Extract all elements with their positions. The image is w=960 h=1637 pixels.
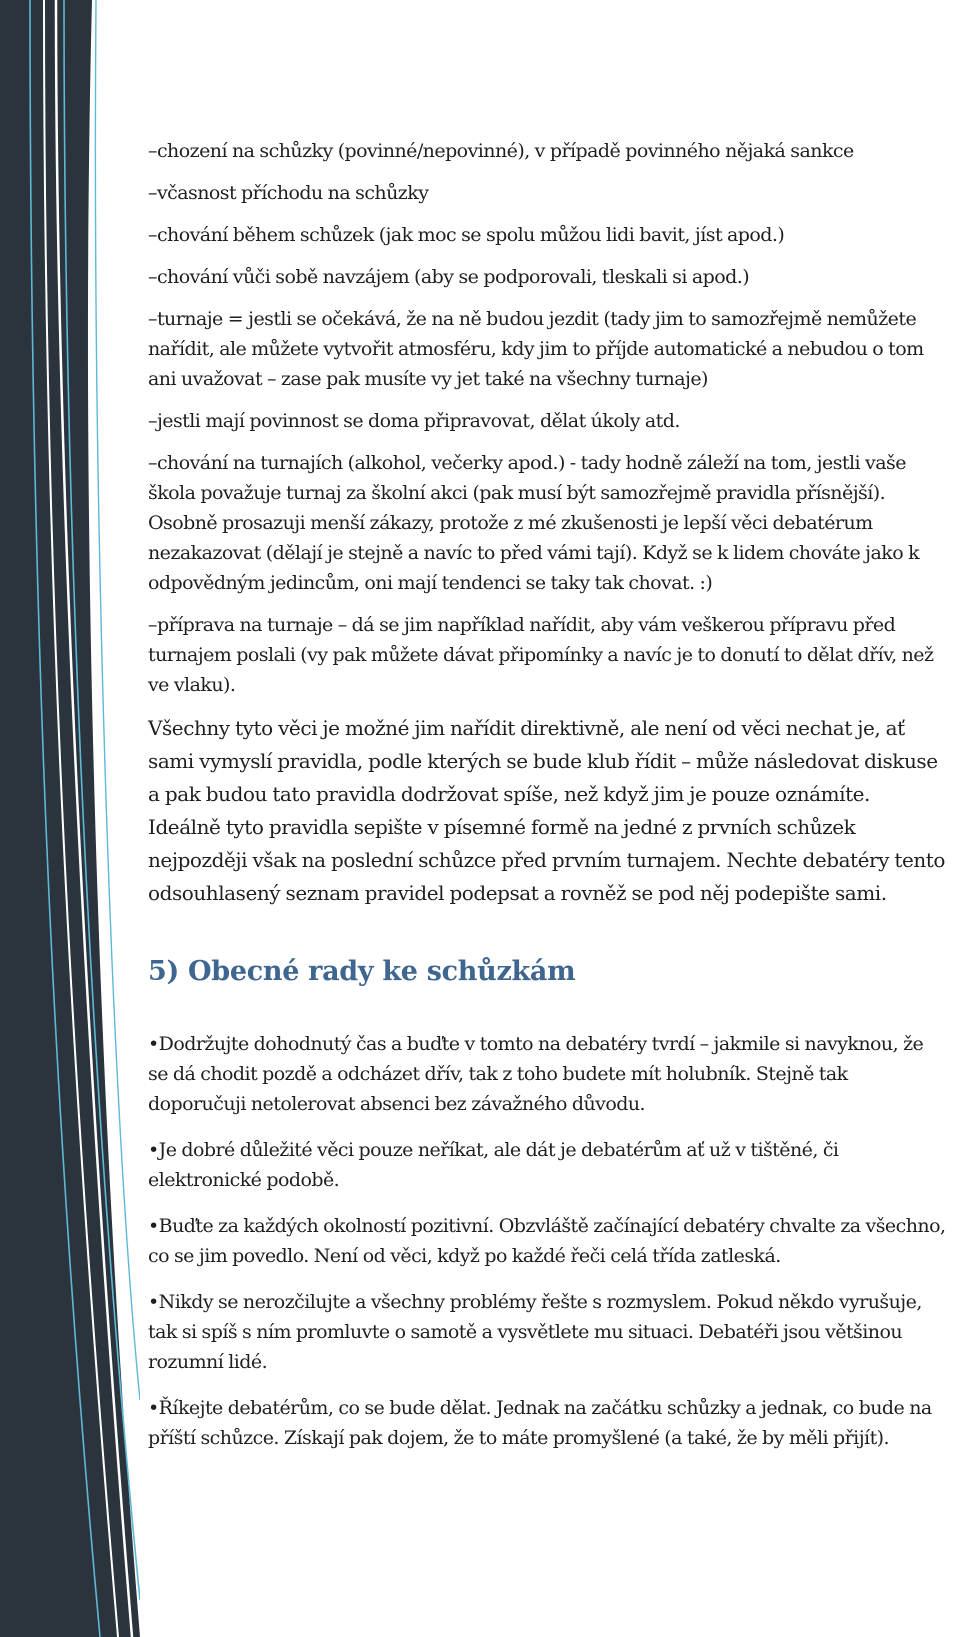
document-body: [148, 136, 946, 1469]
tips-list: [148, 1029, 946, 1453]
rule-paragraph: –chování během schůzek (jak moc se spolu můžou lidi bavit, jíst apod.): [148, 224, 785, 246]
rule-paragraph: –chování na turnajích (alkohol, večerky apod.) - tady hodně záleží na tom, jestli vaše škola považuje turnaj za školní akci (pak musí být samozřejmě pravidla přísnější). Osobně prosazuji menší zákazy, protože z mé zkušenosti je lepší věci debatérum nezakazovat (dělají je stejně a navíc to před vámi tají). Když se k lidem chováte jako k odpovědným jedincům, oni mají tendenci se taky tak chovat. :): [148, 452, 920, 594]
section-heading: 5) Obecné rady ke schůzkám: [148, 956, 576, 987]
summary-paragraph: Všechny tyto věci je možné jim nařídit direktivně, ale není od věci nechat je, ať sami vymyslí pravidla, podle kterých se bude klub řídit – může následovat diskuse a pak budou tato pravidla dodržovat spíše, než když jim je pouze oznámíte. Ideálně tyto pravidla sepište v písemné formě na jedné z prvních schůzek nejpozději však na poslední schůzce před prvním turnajem. Nechte debatéry tento odsouhlasený seznam pravidel podepsat a rovněž se pod něj podepište sami.: [148, 716, 945, 905]
tip-item: •Říkejte debatérům, co se bude dělat. Jednak na začátku schůzky a jednak, co bude na příští schůzce. Získají pak dojem, že to máte promyšlené (a také, že by měli přijít).: [148, 1397, 932, 1449]
tip-item: •Je dobré důležité věci pouze neříkat, ale dát je debatérům ať už v tištěné, či elektronické podobě.: [148, 1139, 839, 1191]
rule-paragraph: –včasnost příchodu na schůzky: [148, 182, 429, 204]
sidebar-dark-band: [0, 0, 140, 1637]
tip-item: •Nikdy se nerozčilujte a všechny problémy řešte s rozmyslem. Pokud někdo vyrušuje, tak si spíš s ním promluvte o samotě a vysvětlete mu situaci. Debatéři jsou většinou rozumní lidé.: [148, 1291, 922, 1373]
rule-paragraph: –chování vůči sobě navzájem (aby se podporovali, tleskali si apod.): [148, 266, 750, 288]
tip-item: •Buďte za každých okolností pozitivní. Obzvláště začínající debatéry chvalte za všechno, co se jim povedlo. Není od věci, když po každé řeči celá třída zatleská.: [148, 1215, 946, 1267]
rule-paragraph: –chození na schůzky (povinné/nepovinné), v případě povinného nějaká sankce: [148, 140, 854, 162]
rule-paragraph: –turnaje = jestli se očekává, že na ně budou jezdit (tady jim to samozřejmě nemůžete nařídit, ale můžete vytvořit atmosféru, kdy jim to příjde automatické a nebudou o tom ani uvažovat – zase pak musíte vy jet také na všechny turnaje): [148, 308, 924, 390]
decorative-sidebar: [0, 0, 140, 1637]
rule-paragraph: –příprava na turnaje – dá se jim například nařídit, aby vám veškerou přípravu před turnajem poslali (vy pak můžete dávat připomínky a navíc je to donutí to dělat dřív, než ve vlaku).: [148, 614, 934, 696]
tip-item: •Dodržujte dohodnutý čas a buďte v tomto na debatéry tvrdí – jakmile si navyknou, že se dá chodit pozdě a odcházet dřív, tak z toho budete mít holubník. Stejně tak doporučuji netolerovat absenci bez závažného důvodu.: [148, 1033, 924, 1115]
rule-paragraph: –jestli mají povinnost se doma připravovat, dělat úkoly atd.: [148, 410, 680, 432]
